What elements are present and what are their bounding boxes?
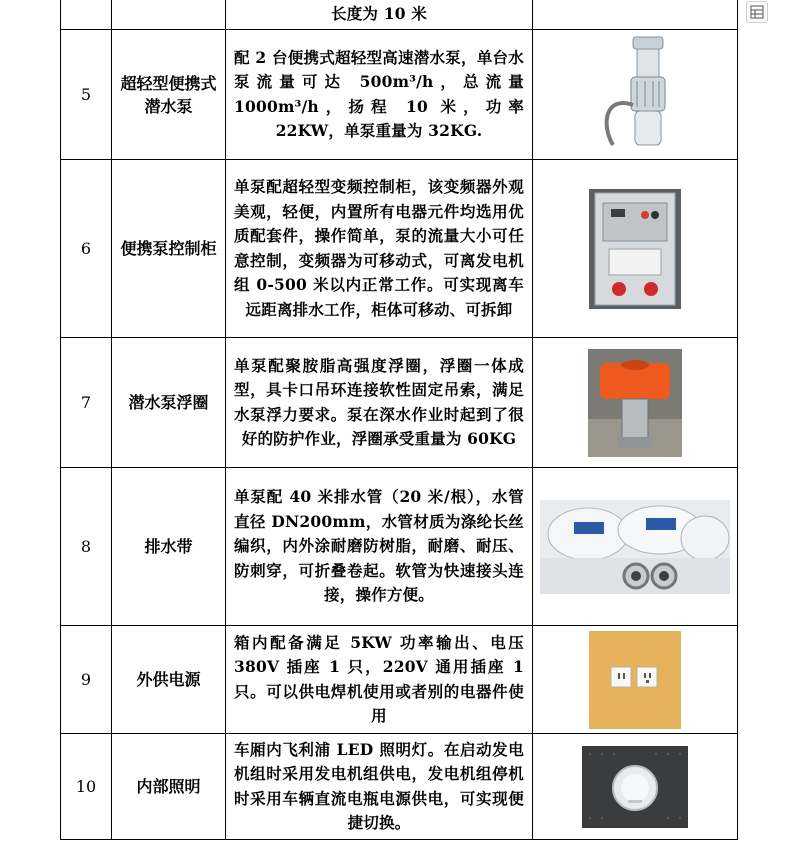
row-number: 5 xyxy=(61,30,112,160)
item-description: 单泵配超轻型变频控制柜，该变频器外观美观，轻便，内置所有电器元件均选用优质配套件，操作简单，泵的流量大小可任意控制，变频器为可移动式，可离发电机组 0-500 米以内正常工作。可实现离车远距离排水工作，柜体可移动、可拆卸 xyxy=(226,160,533,338)
led-light-photo xyxy=(582,746,688,828)
row-number: 8 xyxy=(61,468,112,626)
table-row xyxy=(61,0,738,30)
item-image-cell xyxy=(533,468,738,626)
table-row xyxy=(61,468,738,626)
table-row xyxy=(61,626,738,734)
item-name: 超轻型便携式潜水泵 xyxy=(112,30,226,160)
row-number: 9 xyxy=(61,626,112,734)
discharge-hose-photo xyxy=(540,500,730,594)
pump-float-photo xyxy=(588,349,682,457)
item-description: 长度为 10 米 xyxy=(226,0,533,30)
row-number: 10 xyxy=(61,734,112,840)
item-description: 车厢内飞利浦 LED 照明灯。在启动发电机组时采用发电机组供电，发电机组停机时采用车辆直流电瓶电源供电，可实现便捷切换。 xyxy=(226,734,533,840)
item-name xyxy=(112,0,226,30)
item-description: 箱内配备满足 5KW 功率输出、电压 380V 插座 1 只，220V 通用插座 1 只。可以供电焊机使用或者别的电器件使用 xyxy=(226,626,533,734)
row-number xyxy=(61,0,112,30)
item-name: 排水带 xyxy=(112,468,226,626)
item-description: 单泵配聚胺脂高强度浮圈，浮圈一体成型，具卡口吊环连接软性固定吊索，满足水泵浮力要求。泵在深水作业时起到了很好的防护作业，浮圈承受重量为 60KG xyxy=(226,338,533,468)
table-row xyxy=(61,160,738,338)
item-image-cell xyxy=(533,734,738,840)
grid-view-icon[interactable] xyxy=(746,1,768,23)
item-name: 潜水泵浮圈 xyxy=(112,338,226,468)
table-row xyxy=(61,734,738,840)
item-name: 便携泵控制柜 xyxy=(112,160,226,338)
submersible-pump-photo xyxy=(595,35,675,155)
item-name: 外供电源 xyxy=(112,626,226,734)
table-row xyxy=(61,30,738,160)
row-number: 7 xyxy=(61,338,112,468)
item-image-cell xyxy=(533,30,738,160)
row-number: 6 xyxy=(61,160,112,338)
item-image-cell xyxy=(533,160,738,338)
item-name: 内部照明 xyxy=(112,734,226,840)
item-image-cell xyxy=(533,0,738,30)
item-image-cell xyxy=(533,338,738,468)
table-row xyxy=(61,338,738,468)
control-cabinet-photo xyxy=(589,189,681,309)
power-socket-photo xyxy=(589,631,681,729)
item-description: 配 2 台便携式超轻型高速潜水泵，单台水泵流量可达 500m³/h，总流量 1000m³/h，扬程 10 米，功率 22KW，单泵重量为 32KG. xyxy=(226,30,533,160)
equipment-table xyxy=(60,0,738,840)
item-description: 单泵配 40 米排水管（20 米/根），水管直径 DN200mm，水管材质为涤纶长丝编织，内外涂耐磨防树脂，耐磨、耐压、防刺穿，可折叠卷起。软管为快速接头连接，操作方便。 xyxy=(226,468,533,626)
item-image-cell xyxy=(533,626,738,734)
